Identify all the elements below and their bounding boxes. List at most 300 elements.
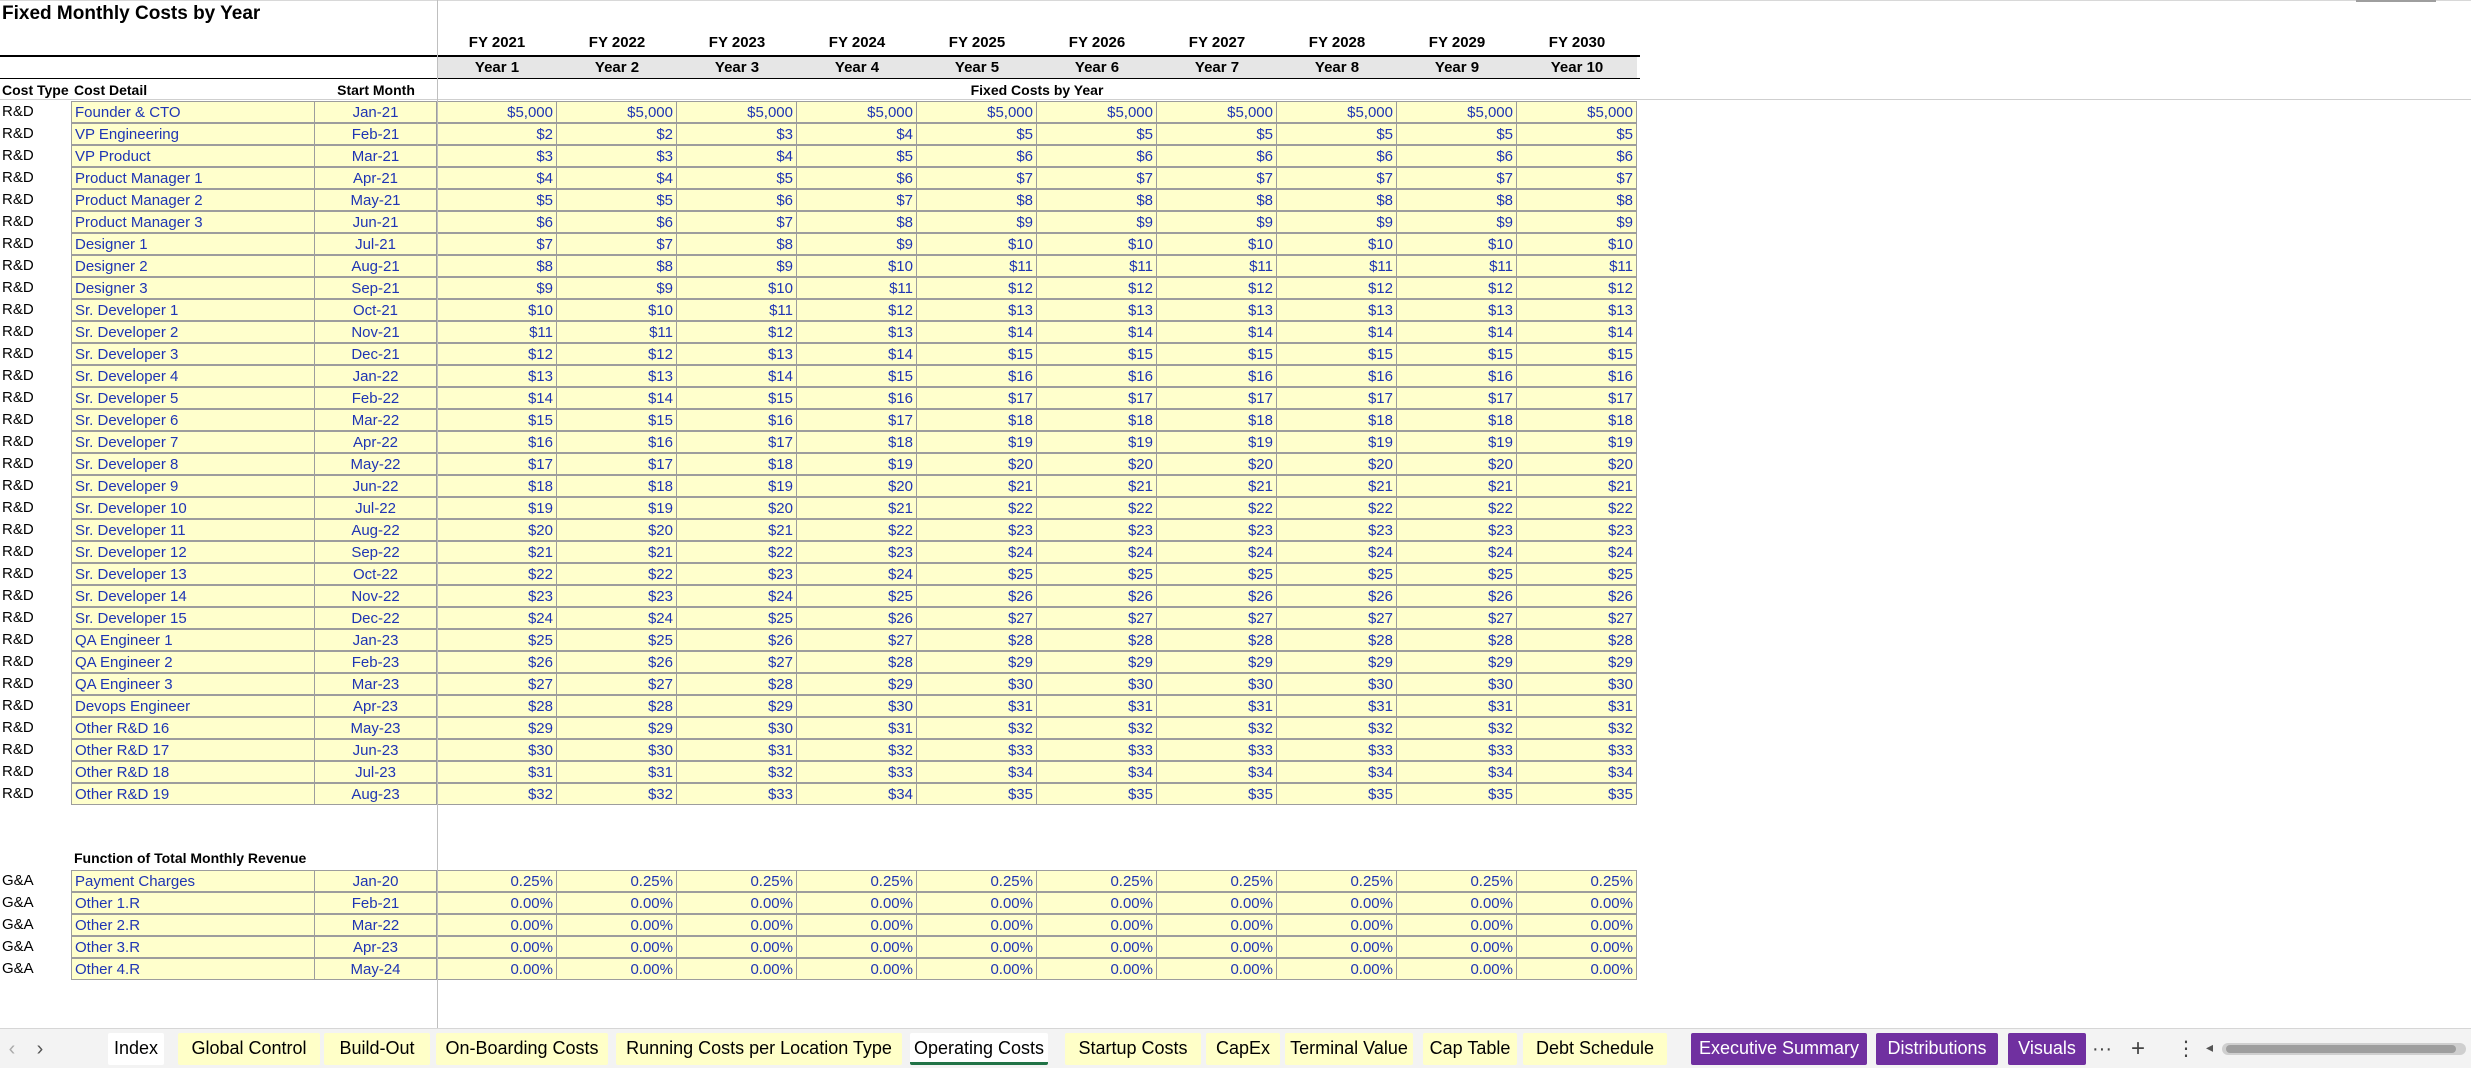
value-cell[interactable]: $16 — [1397, 365, 1517, 387]
value-cell[interactable]: $25 — [1397, 563, 1517, 585]
value-cell[interactable]: $31 — [1517, 695, 1637, 717]
start-month-cell[interactable]: Mar-23 — [315, 673, 437, 695]
cost-type-cell[interactable]: R&D — [2, 147, 34, 164]
value-cell[interactable]: $5,000 — [1517, 101, 1637, 123]
start-month-cell[interactable]: May-24 — [315, 958, 437, 980]
value-cell[interactable]: $24 — [1157, 541, 1277, 563]
value-cell[interactable]: $15 — [1397, 343, 1517, 365]
cost-type-cell[interactable]: R&D — [2, 719, 34, 736]
value-cell[interactable]: $12 — [1517, 277, 1637, 299]
value-cell[interactable]: $8 — [797, 211, 917, 233]
cost-type-cell[interactable]: R&D — [2, 521, 34, 538]
value-cell[interactable]: $22 — [917, 497, 1037, 519]
value-cell[interactable]: $8 — [1517, 189, 1637, 211]
horizontal-scrollbar-thumb[interactable] — [2226, 1045, 2456, 1053]
value-cell[interactable]: $27 — [1157, 607, 1277, 629]
value-cell[interactable]: $29 — [437, 717, 557, 739]
value-cell[interactable]: $19 — [1517, 431, 1637, 453]
start-month-cell[interactable]: Mar-21 — [315, 145, 437, 167]
start-month-cell[interactable]: Jun-22 — [315, 475, 437, 497]
start-month-cell[interactable]: Jul-23 — [315, 761, 437, 783]
value-cell[interactable]: $18 — [917, 409, 1037, 431]
value-cell[interactable]: $17 — [1517, 387, 1637, 409]
value-cell[interactable]: $9 — [437, 277, 557, 299]
cost-detail-cell[interactable]: Sr. Developer 14 — [71, 585, 315, 607]
cost-type-cell[interactable]: R&D — [2, 433, 34, 450]
cost-type-cell[interactable]: R&D — [2, 235, 34, 252]
value-cell[interactable]: $12 — [1397, 277, 1517, 299]
value-cell[interactable]: $6 — [1037, 145, 1157, 167]
value-cell[interactable]: $8 — [437, 255, 557, 277]
value-cell[interactable]: 0.25% — [1157, 870, 1277, 892]
value-cell[interactable]: $21 — [1037, 475, 1157, 497]
value-cell[interactable]: 0.00% — [437, 958, 557, 980]
cost-detail-cell[interactable]: Other 1.R — [71, 892, 315, 914]
value-cell[interactable]: $20 — [437, 519, 557, 541]
value-cell[interactable]: $23 — [797, 541, 917, 563]
cost-detail-cell[interactable]: Product Manager 1 — [71, 167, 315, 189]
start-month-cell[interactable]: Jul-22 — [315, 497, 437, 519]
value-cell[interactable]: $17 — [1277, 387, 1397, 409]
value-cell[interactable]: $22 — [797, 519, 917, 541]
value-cell[interactable]: $5,000 — [677, 101, 797, 123]
value-cell[interactable]: $33 — [1157, 739, 1277, 761]
value-cell[interactable]: $29 — [1397, 651, 1517, 673]
value-cell[interactable]: $15 — [797, 365, 917, 387]
value-cell[interactable]: 0.00% — [1157, 958, 1277, 980]
value-cell[interactable]: $24 — [677, 585, 797, 607]
start-month-cell[interactable]: Dec-21 — [315, 343, 437, 365]
tab-running-costs-per-location-type[interactable]: Running Costs per Location Type — [616, 1033, 902, 1065]
add-sheet-icon[interactable]: + — [2131, 1035, 2146, 1062]
start-month-cell[interactable]: May-21 — [315, 189, 437, 211]
value-cell[interactable]: $24 — [1037, 541, 1157, 563]
value-cell[interactable]: $18 — [1037, 409, 1157, 431]
value-cell[interactable]: $31 — [1277, 695, 1397, 717]
value-cell[interactable]: $8 — [917, 189, 1037, 211]
cost-detail-cell[interactable]: Sr. Developer 8 — [71, 453, 315, 475]
start-month-cell[interactable]: Aug-22 — [315, 519, 437, 541]
value-cell[interactable]: $13 — [917, 299, 1037, 321]
value-cell[interactable]: $17 — [1037, 387, 1157, 409]
start-month-cell[interactable]: Jun-21 — [315, 211, 437, 233]
value-cell[interactable]: $5 — [1517, 123, 1637, 145]
value-cell[interactable]: $12 — [557, 343, 677, 365]
value-cell[interactable]: $6 — [1517, 145, 1637, 167]
start-month-cell[interactable]: Aug-23 — [315, 783, 437, 805]
value-cell[interactable]: $7 — [1517, 167, 1637, 189]
value-cell[interactable]: 0.25% — [797, 870, 917, 892]
value-cell[interactable]: 0.00% — [1517, 914, 1637, 936]
cost-detail-cell[interactable]: Sr. Developer 5 — [71, 387, 315, 409]
value-cell[interactable]: $22 — [1037, 497, 1157, 519]
cost-type-cell[interactable]: R&D — [2, 455, 34, 472]
value-cell[interactable]: $5,000 — [1397, 101, 1517, 123]
cost-type-cell[interactable]: R&D — [2, 213, 34, 230]
value-cell[interactable]: $27 — [437, 673, 557, 695]
value-cell[interactable]: $14 — [1517, 321, 1637, 343]
value-cell[interactable]: 0.00% — [1037, 914, 1157, 936]
value-cell[interactable]: $7 — [437, 233, 557, 255]
value-cell[interactable]: $6 — [1277, 145, 1397, 167]
value-cell[interactable]: $17 — [917, 387, 1037, 409]
start-month-cell[interactable]: Apr-22 — [315, 431, 437, 453]
cost-type-cell[interactable]: R&D — [2, 323, 34, 340]
value-cell[interactable]: 0.00% — [1277, 892, 1397, 914]
value-cell[interactable]: $3 — [677, 123, 797, 145]
cost-detail-cell[interactable]: QA Engineer 1 — [71, 629, 315, 651]
value-cell[interactable]: $20 — [557, 519, 677, 541]
cost-detail-cell[interactable]: Other 4.R — [71, 958, 315, 980]
value-cell[interactable]: $15 — [1037, 343, 1157, 365]
value-cell[interactable]: 0.00% — [557, 936, 677, 958]
value-cell[interactable]: $32 — [1037, 717, 1157, 739]
value-cell[interactable]: $12 — [437, 343, 557, 365]
value-cell[interactable]: 0.25% — [917, 870, 1037, 892]
value-cell[interactable]: $12 — [1277, 277, 1397, 299]
value-cell[interactable]: $8 — [1397, 189, 1517, 211]
value-cell[interactable]: $17 — [677, 431, 797, 453]
value-cell[interactable]: 0.00% — [917, 914, 1037, 936]
value-cell[interactable]: $27 — [1037, 607, 1157, 629]
value-cell[interactable]: $11 — [1037, 255, 1157, 277]
cost-type-cell[interactable]: R&D — [2, 587, 34, 604]
value-cell[interactable]: $4 — [797, 123, 917, 145]
cost-detail-cell[interactable]: Other R&D 17 — [71, 739, 315, 761]
value-cell[interactable]: $12 — [1157, 277, 1277, 299]
cost-detail-cell[interactable]: Sr. Developer 1 — [71, 299, 315, 321]
value-cell[interactable]: $11 — [917, 255, 1037, 277]
start-month-cell[interactable]: Mar-22 — [315, 914, 437, 936]
value-cell[interactable]: $13 — [1517, 299, 1637, 321]
value-cell[interactable]: $14 — [677, 365, 797, 387]
value-cell[interactable]: $5,000 — [1277, 101, 1397, 123]
value-cell[interactable]: $30 — [1517, 673, 1637, 695]
value-cell[interactable]: $9 — [1037, 211, 1157, 233]
start-month-cell[interactable]: Nov-22 — [315, 585, 437, 607]
cost-type-cell[interactable]: R&D — [2, 741, 34, 758]
value-cell[interactable]: $5 — [1157, 123, 1277, 145]
value-cell[interactable]: $14 — [1277, 321, 1397, 343]
value-cell[interactable]: $13 — [1397, 299, 1517, 321]
value-cell[interactable]: $32 — [917, 717, 1037, 739]
start-month-cell[interactable]: Aug-21 — [315, 255, 437, 277]
value-cell[interactable]: $9 — [797, 233, 917, 255]
value-cell[interactable]: $31 — [557, 761, 677, 783]
value-cell[interactable]: $26 — [797, 607, 917, 629]
cost-detail-cell[interactable]: Sr. Developer 11 — [71, 519, 315, 541]
value-cell[interactable]: $27 — [1277, 607, 1397, 629]
value-cell[interactable]: $26 — [1277, 585, 1397, 607]
value-cell[interactable]: $20 — [1517, 453, 1637, 475]
tab-global-control[interactable]: Global Control — [178, 1033, 320, 1065]
value-cell[interactable]: $5,000 — [437, 101, 557, 123]
value-cell[interactable]: $21 — [917, 475, 1037, 497]
cost-detail-cell[interactable]: Other R&D 18 — [71, 761, 315, 783]
tab-index[interactable]: Index — [108, 1033, 164, 1065]
value-cell[interactable]: $25 — [1517, 563, 1637, 585]
value-cell[interactable]: $28 — [677, 673, 797, 695]
value-cell[interactable]: $28 — [1037, 629, 1157, 651]
value-cell[interactable]: $17 — [557, 453, 677, 475]
value-cell[interactable]: 0.00% — [677, 892, 797, 914]
value-cell[interactable]: $10 — [1277, 233, 1397, 255]
scroll-left-icon[interactable]: ◂ — [2206, 1039, 2214, 1055]
value-cell[interactable]: $13 — [1037, 299, 1157, 321]
start-month-cell[interactable]: May-22 — [315, 453, 437, 475]
value-cell[interactable]: $16 — [1277, 365, 1397, 387]
value-cell[interactable]: $15 — [677, 387, 797, 409]
value-cell[interactable]: $23 — [1277, 519, 1397, 541]
tab-executive-summary[interactable]: Executive Summary — [1691, 1033, 1867, 1065]
cost-type-cell[interactable]: G&A — [2, 960, 34, 977]
value-cell[interactable]: $14 — [797, 343, 917, 365]
value-cell[interactable]: $17 — [1397, 387, 1517, 409]
value-cell[interactable]: $18 — [797, 431, 917, 453]
value-cell[interactable]: $19 — [1157, 431, 1277, 453]
tab-on-boarding-costs[interactable]: On-Boarding Costs — [436, 1033, 608, 1065]
start-month-cell[interactable]: Feb-21 — [315, 892, 437, 914]
cost-detail-cell[interactable]: Sr. Developer 6 — [71, 409, 315, 431]
value-cell[interactable]: $32 — [1157, 717, 1277, 739]
value-cell[interactable]: $26 — [917, 585, 1037, 607]
horizontal-scrollbar[interactable] — [2222, 1043, 2466, 1055]
cost-type-cell[interactable]: R&D — [2, 125, 34, 142]
value-cell[interactable]: 0.25% — [437, 870, 557, 892]
value-cell[interactable]: $13 — [1157, 299, 1277, 321]
value-cell[interactable]: $8 — [557, 255, 677, 277]
value-cell[interactable]: 0.25% — [557, 870, 677, 892]
value-cell[interactable]: $19 — [557, 497, 677, 519]
cost-detail-cell[interactable]: Product Manager 3 — [71, 211, 315, 233]
value-cell[interactable]: $23 — [557, 585, 677, 607]
cost-type-cell[interactable]: G&A — [2, 894, 34, 911]
value-cell[interactable]: $28 — [917, 629, 1037, 651]
tab-terminal-value[interactable]: Terminal Value — [1285, 1033, 1413, 1065]
tab-visuals[interactable]: Visuals — [2008, 1033, 2086, 1065]
value-cell[interactable]: $11 — [1517, 255, 1637, 277]
cost-type-cell[interactable]: R&D — [2, 499, 34, 516]
value-cell[interactable]: 0.00% — [557, 892, 677, 914]
value-cell[interactable]: $14 — [1037, 321, 1157, 343]
value-cell[interactable]: $19 — [437, 497, 557, 519]
value-cell[interactable]: $20 — [1037, 453, 1157, 475]
value-cell[interactable]: $6 — [797, 167, 917, 189]
value-cell[interactable]: $15 — [1157, 343, 1277, 365]
value-cell[interactable]: 0.00% — [1277, 936, 1397, 958]
cost-type-cell[interactable]: G&A — [2, 872, 34, 889]
value-cell[interactable]: $15 — [557, 409, 677, 431]
value-cell[interactable]: $2 — [557, 123, 677, 145]
value-cell[interactable]: $28 — [1517, 629, 1637, 651]
start-month-cell[interactable]: Feb-22 — [315, 387, 437, 409]
start-month-cell[interactable]: Sep-21 — [315, 277, 437, 299]
cost-type-cell[interactable]: R&D — [2, 411, 34, 428]
value-cell[interactable]: $30 — [917, 673, 1037, 695]
value-cell[interactable]: $17 — [797, 409, 917, 431]
value-cell[interactable]: $5 — [1397, 123, 1517, 145]
value-cell[interactable]: $32 — [557, 783, 677, 805]
value-cell[interactable]: $25 — [557, 629, 677, 651]
cost-type-cell[interactable]: R&D — [2, 191, 34, 208]
value-cell[interactable]: $8 — [677, 233, 797, 255]
value-cell[interactable]: $27 — [1517, 607, 1637, 629]
value-cell[interactable]: $34 — [1277, 761, 1397, 783]
cost-detail-cell[interactable]: VP Engineering — [71, 123, 315, 145]
value-cell[interactable]: 0.00% — [677, 936, 797, 958]
value-cell[interactable]: $28 — [797, 651, 917, 673]
cost-type-cell[interactable]: R&D — [2, 543, 34, 560]
cost-type-cell[interactable]: R&D — [2, 763, 34, 780]
value-cell[interactable]: $32 — [1517, 717, 1637, 739]
value-cell[interactable]: 0.00% — [437, 892, 557, 914]
value-cell[interactable]: $14 — [437, 387, 557, 409]
start-month-cell[interactable]: Apr-21 — [315, 167, 437, 189]
cost-type-cell[interactable]: R&D — [2, 279, 34, 296]
value-cell[interactable]: $16 — [1517, 365, 1637, 387]
cost-detail-cell[interactable]: Sr. Developer 12 — [71, 541, 315, 563]
value-cell[interactable]: $23 — [437, 585, 557, 607]
value-cell[interactable]: $12 — [1037, 277, 1157, 299]
value-cell[interactable]: $20 — [797, 475, 917, 497]
value-cell[interactable]: $31 — [1157, 695, 1277, 717]
value-cell[interactable]: 0.00% — [1277, 914, 1397, 936]
cost-detail-cell[interactable]: Sr. Developer 13 — [71, 563, 315, 585]
value-cell[interactable]: $24 — [1277, 541, 1397, 563]
cost-detail-cell[interactable]: Other R&D 16 — [71, 717, 315, 739]
value-cell[interactable]: $23 — [1397, 519, 1517, 541]
cost-detail-cell[interactable]: QA Engineer 3 — [71, 673, 315, 695]
value-cell[interactable]: $29 — [797, 673, 917, 695]
start-month-cell[interactable]: Oct-22 — [315, 563, 437, 585]
cost-detail-cell[interactable]: Founder & CTO — [71, 101, 315, 123]
value-cell[interactable]: $34 — [797, 783, 917, 805]
value-cell[interactable]: $19 — [1397, 431, 1517, 453]
tab-startup-costs[interactable]: Startup Costs — [1065, 1033, 1201, 1065]
cost-detail-cell[interactable]: Other 3.R — [71, 936, 315, 958]
value-cell[interactable]: $16 — [677, 409, 797, 431]
value-cell[interactable]: $4 — [677, 145, 797, 167]
value-cell[interactable]: 0.25% — [677, 870, 797, 892]
value-cell[interactable]: $31 — [1037, 695, 1157, 717]
start-month-cell[interactable]: Feb-21 — [315, 123, 437, 145]
value-cell[interactable]: $13 — [1277, 299, 1397, 321]
value-cell[interactable]: $24 — [797, 563, 917, 585]
value-cell[interactable]: $21 — [797, 497, 917, 519]
tab-build-out[interactable]: Build-Out — [324, 1033, 430, 1065]
value-cell[interactable]: $9 — [1157, 211, 1277, 233]
value-cell[interactable]: $28 — [1277, 629, 1397, 651]
value-cell[interactable]: $29 — [1517, 651, 1637, 673]
value-cell[interactable]: $35 — [1397, 783, 1517, 805]
cost-type-cell[interactable]: R&D — [2, 367, 34, 384]
value-cell[interactable]: 0.00% — [557, 914, 677, 936]
value-cell[interactable]: $11 — [1277, 255, 1397, 277]
value-cell[interactable]: $22 — [1157, 497, 1277, 519]
value-cell[interactable]: $26 — [1517, 585, 1637, 607]
value-cell[interactable]: $21 — [677, 519, 797, 541]
cost-detail-cell[interactable]: Designer 3 — [71, 277, 315, 299]
cost-detail-cell[interactable]: Other 2.R — [71, 914, 315, 936]
value-cell[interactable]: $29 — [1277, 651, 1397, 673]
value-cell[interactable]: 0.00% — [437, 936, 557, 958]
value-cell[interactable]: $19 — [797, 453, 917, 475]
value-cell[interactable]: $26 — [677, 629, 797, 651]
value-cell[interactable]: $26 — [557, 651, 677, 673]
value-cell[interactable]: 0.00% — [1157, 892, 1277, 914]
value-cell[interactable]: $34 — [917, 761, 1037, 783]
start-month-cell[interactable]: Jan-20 — [315, 870, 437, 892]
value-cell[interactable]: 0.00% — [1397, 914, 1517, 936]
value-cell[interactable]: $23 — [1157, 519, 1277, 541]
cost-type-cell[interactable]: R&D — [2, 301, 34, 318]
start-month-cell[interactable]: Mar-22 — [315, 409, 437, 431]
value-cell[interactable]: 0.00% — [797, 892, 917, 914]
value-cell[interactable]: $7 — [1157, 167, 1277, 189]
value-cell[interactable]: $35 — [917, 783, 1037, 805]
value-cell[interactable]: $22 — [1277, 497, 1397, 519]
value-cell[interactable]: $28 — [437, 695, 557, 717]
value-cell[interactable]: $5 — [557, 189, 677, 211]
value-cell[interactable]: $30 — [1397, 673, 1517, 695]
cost-detail-cell[interactable]: QA Engineer 2 — [71, 651, 315, 673]
cost-type-cell[interactable]: R&D — [2, 565, 34, 582]
value-cell[interactable]: 0.00% — [1397, 958, 1517, 980]
value-cell[interactable]: $28 — [1397, 629, 1517, 651]
value-cell[interactable]: 0.00% — [797, 936, 917, 958]
value-cell[interactable]: $14 — [557, 387, 677, 409]
value-cell[interactable]: $30 — [677, 717, 797, 739]
value-cell[interactable]: $26 — [1157, 585, 1277, 607]
value-cell[interactable]: $7 — [557, 233, 677, 255]
value-cell[interactable]: $18 — [1277, 409, 1397, 431]
start-month-cell[interactable]: Jan-23 — [315, 629, 437, 651]
value-cell[interactable]: $29 — [1037, 651, 1157, 673]
value-cell[interactable]: 0.00% — [917, 892, 1037, 914]
cost-type-cell[interactable]: G&A — [2, 938, 34, 955]
value-cell[interactable]: $18 — [677, 453, 797, 475]
value-cell[interactable]: $5 — [917, 123, 1037, 145]
value-cell[interactable]: $23 — [1517, 519, 1637, 541]
value-cell[interactable]: $18 — [1517, 409, 1637, 431]
value-cell[interactable]: $33 — [677, 783, 797, 805]
value-cell[interactable]: $24 — [917, 541, 1037, 563]
value-cell[interactable]: $35 — [1157, 783, 1277, 805]
value-cell[interactable]: $9 — [1517, 211, 1637, 233]
value-cell[interactable]: $18 — [437, 475, 557, 497]
value-cell[interactable]: $18 — [1157, 409, 1277, 431]
value-cell[interactable]: $31 — [917, 695, 1037, 717]
tab-debt-schedule[interactable]: Debt Schedule — [1523, 1033, 1667, 1065]
start-month-cell[interactable]: Jun-23 — [315, 739, 437, 761]
value-cell[interactable]: $27 — [1397, 607, 1517, 629]
value-cell[interactable]: $28 — [557, 695, 677, 717]
value-cell[interactable]: $33 — [1517, 739, 1637, 761]
value-cell[interactable]: $32 — [1277, 717, 1397, 739]
cost-type-cell[interactable]: R&D — [2, 345, 34, 362]
value-cell[interactable]: $22 — [677, 541, 797, 563]
value-cell[interactable]: $5,000 — [557, 101, 677, 123]
value-cell[interactable]: $32 — [1397, 717, 1517, 739]
cost-detail-cell[interactable]: Sr. Developer 3 — [71, 343, 315, 365]
value-cell[interactable]: $22 — [557, 563, 677, 585]
value-cell[interactable]: 0.00% — [557, 958, 677, 980]
cost-type-cell[interactable]: R&D — [2, 609, 34, 626]
value-cell[interactable]: $12 — [797, 299, 917, 321]
cost-detail-cell[interactable]: Devops Engineer — [71, 695, 315, 717]
value-cell[interactable]: $34 — [1397, 761, 1517, 783]
value-cell[interactable]: $21 — [1277, 475, 1397, 497]
